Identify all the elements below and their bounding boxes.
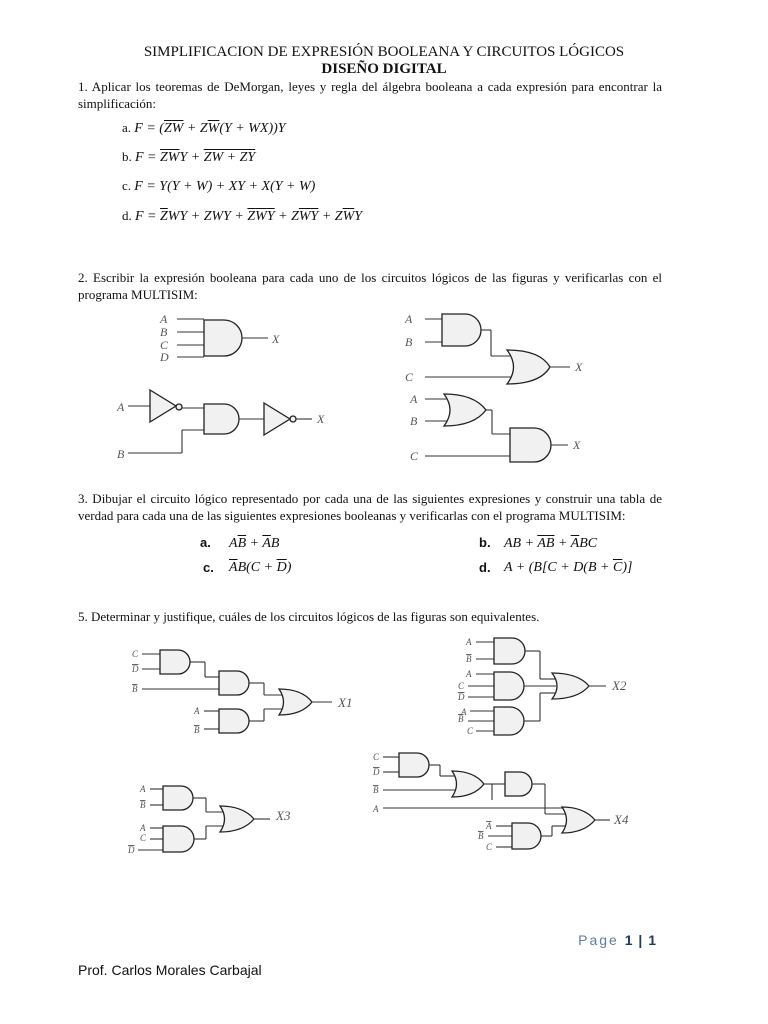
equation-b-label: b. [122, 149, 132, 164]
circuit-and-or [404, 312, 583, 384]
and-gate [204, 404, 239, 434]
svg-text:A: A [140, 823, 146, 833]
circuit-not-and-not [116, 390, 325, 461]
expr-d-label: d. [479, 560, 491, 575]
input-a-label: A [410, 392, 418, 406]
equation-a-label: a. [122, 120, 132, 135]
and-gate [510, 428, 551, 462]
svg-text:B: B [194, 725, 200, 735]
svg-text:C: C [458, 681, 465, 691]
svg-text:B: B [132, 684, 138, 694]
equation-c: c. F = Y(Y + W) + XY + X(Y + W) [122, 178, 316, 194]
expr-a: $A\overline{B} + \overline{A}B$ [229, 536, 280, 551]
output-x1-label: X1 [338, 695, 353, 710]
svg-text:C: C [373, 752, 380, 762]
page-number: Page 1 | 1 [578, 932, 656, 948]
and-gate [442, 314, 481, 346]
circuit-x4 [372, 752, 629, 852]
output-x2-label: X2 [612, 678, 627, 693]
page-total: 1 [648, 932, 656, 948]
svg-text:A: A [461, 707, 467, 717]
equation-a: a. $F = (\overline{Z}\overline{W} + Z\overline{W}(Y + WX))Y$ [122, 120, 286, 136]
svg-text:A: A [373, 804, 379, 814]
svg-text:C: C [486, 842, 493, 852]
svg-text:D: D [458, 692, 465, 702]
svg-text:D: D [132, 664, 139, 674]
output-x-label: X [317, 412, 325, 426]
circuit-or-and [409, 392, 581, 463]
input-a-label: A [117, 400, 125, 414]
svg-text:B: B [458, 714, 464, 724]
circuit-x2 [457, 637, 627, 736]
document-title: SIMPLIFICACION DE EXPRESIÓN BOOLEANA Y CIRCUITOS LÓGICOS [143, 44, 625, 60]
document-subtitle: DISEÑO DIGITAL [321, 61, 447, 77]
not-gate [150, 390, 176, 422]
output-x3-label: X3 [276, 808, 291, 823]
output-x-label: X [272, 332, 280, 346]
svg-text:D: D [373, 767, 380, 777]
expr-a-label: a. [200, 535, 211, 550]
section2-instructions: 2. Escribir la expresión booleana para cada uno de los circuitos lógicos de las figuras y verificarlas con el programa MULTISIM: [78, 270, 662, 302]
svg-text:B: B [466, 654, 472, 664]
input-b-label: B [405, 335, 413, 349]
expr-b: AB + $\overline{A}\overline{B} + \overline{A}BC$ [504, 536, 598, 551]
section1-instructions: 1. Aplicar los teoremas de DeMorgan, leyes y regla del álgebra booleana a cada expresión para encontrar la simplificación: [78, 79, 662, 111]
input-a-label: A [405, 312, 413, 326]
or-gate [507, 350, 550, 384]
output-x4-label: X4 [614, 812, 629, 827]
page-current: 1 [624, 932, 633, 948]
or-gate [444, 394, 486, 426]
equation-d: d. $F = \overline{Z}WY$ + ZWY + $\overline{Z}\overline{W}\overline{Y} + Z\overline{W}\overline{Y} + Z\overline{W}Y$ [122, 208, 363, 224]
expr-d: $A + (B[C + D(B + \overline{C})]$ [504, 560, 633, 575]
circuit-x1 [131, 649, 352, 735]
svg-text:B: B [373, 785, 379, 795]
input-c-label: C [410, 449, 419, 463]
section3-instructions: 3. Dibujar el circuito lógico representado por cada una de las siguientes expresiones y construir una tabla de verdad para cada una de las siguientes expresiones booleanas y verificarlas con el programa MULTISIM: [78, 491, 662, 523]
svg-text:A: A [140, 784, 146, 794]
expr-c: $\overline{A}B(C + \overline{D})$ [229, 560, 292, 575]
svg-text:B: B [478, 831, 484, 841]
svg-text:C: C [467, 726, 474, 736]
input-b-label: B [117, 447, 125, 461]
and-gate [204, 320, 242, 356]
input-a-label: A [160, 312, 168, 326]
author: Prof. Carlos Morales Carbajal [78, 962, 262, 978]
input-b-label: B [160, 325, 168, 339]
expr-b-label: b. [479, 535, 491, 550]
input-b-label: B [410, 414, 418, 428]
svg-text:C: C [140, 833, 147, 843]
output-x-label: X [575, 360, 583, 374]
input-c-label: C [405, 370, 414, 384]
svg-text:B: B [140, 800, 146, 810]
circuit-and4 [159, 312, 280, 364]
input-c-label: C [160, 338, 169, 352]
svg-text:C: C [132, 649, 139, 659]
page-word: Page [578, 932, 619, 948]
not-gate [264, 403, 290, 435]
equation-d-label: d. [122, 208, 132, 223]
svg-text:A: A [466, 669, 472, 679]
svg-text:D: D [128, 845, 135, 855]
equation-c-label: c. [122, 178, 132, 193]
section5-instructions: 5. Determinar y justifique, cuáles de los circuitos lógicos de las figuras son equivalentes. [78, 609, 540, 624]
equation-b: b. $F = \overline{Z}\overline{W}Y$ + ZW + ZY [122, 149, 256, 165]
output-x-label: X [573, 438, 581, 452]
svg-text:A: A [194, 706, 200, 716]
svg-text:A: A [486, 821, 492, 831]
input-d-label: D [160, 350, 169, 364]
expr-c-label: c. [203, 560, 214, 575]
svg-text:A: A [466, 637, 472, 647]
circuit-x3 [127, 784, 291, 855]
